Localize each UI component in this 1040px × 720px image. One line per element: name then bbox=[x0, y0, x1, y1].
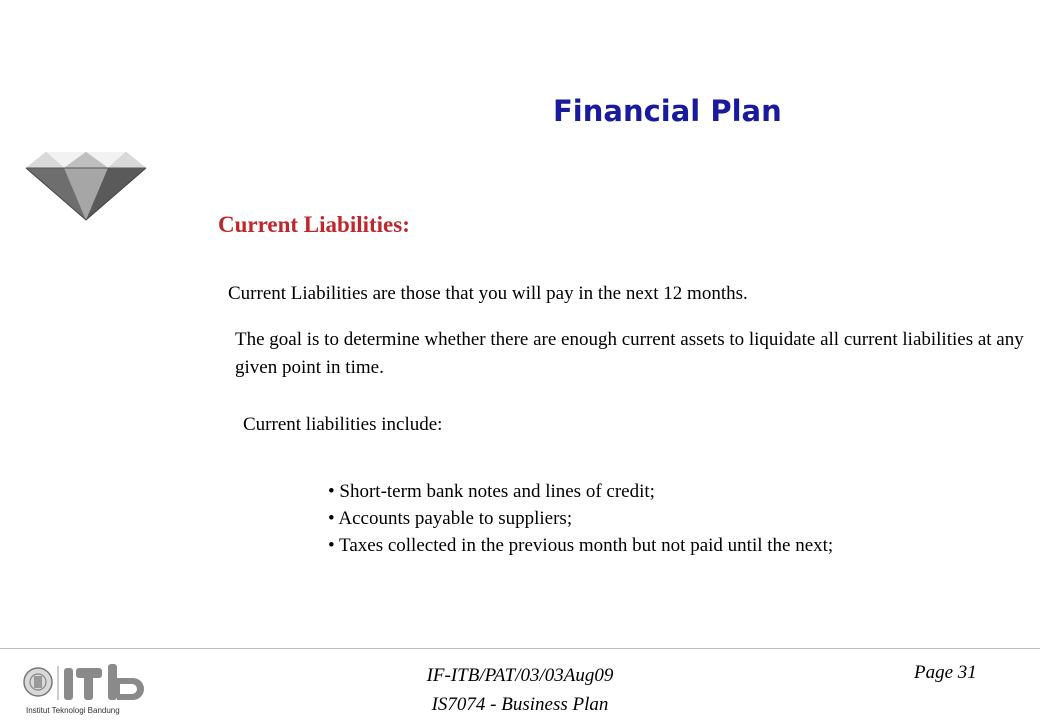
page-number: Page 31 bbox=[914, 662, 977, 683]
list-item: • Accounts payable to suppliers; bbox=[328, 508, 573, 529]
list-item: • Short-term bank notes and lines of credit; bbox=[328, 481, 655, 502]
bullet-list bbox=[328, 478, 833, 559]
paragraph-includes: Current liabilities include: bbox=[243, 414, 443, 435]
section-heading: Current Liabilities: bbox=[218, 212, 410, 237]
diamond-icon bbox=[24, 150, 148, 222]
list-item: • Taxes collected in the previous month but not paid until the next; bbox=[328, 535, 834, 556]
slide-title: Financial Plan bbox=[553, 94, 782, 128]
logo-caption: Institut Teknologi Bandung bbox=[26, 706, 120, 715]
paragraph-definition: Current Liabilities are those that you will pay in the next 12 months. bbox=[228, 283, 748, 304]
footer-divider bbox=[0, 648, 1040, 649]
footer-course-name: IS7074 - Business Plan bbox=[431, 694, 609, 715]
paragraph-goal: The goal is to determine whether there are enough current assets to liquidate all current liabilities at any given point in time. bbox=[235, 329, 1024, 378]
footer-document-code: IF-ITB/PAT/03/03Aug09 bbox=[426, 665, 614, 686]
